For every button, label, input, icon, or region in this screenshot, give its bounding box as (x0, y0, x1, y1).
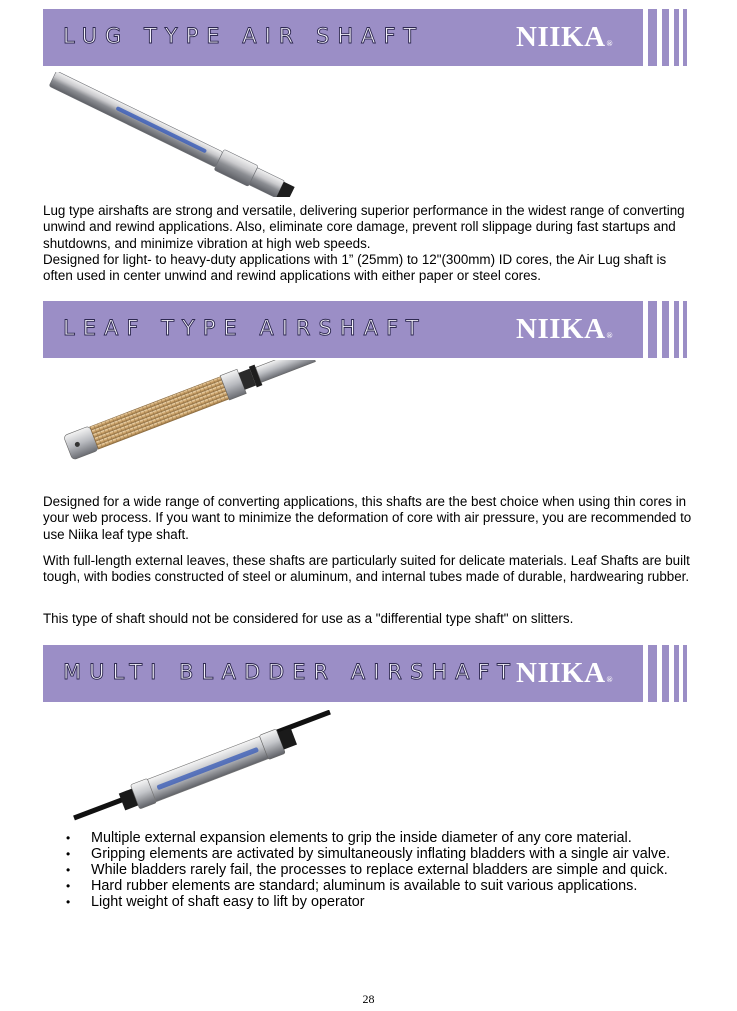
decorative-stripes (631, 301, 687, 358)
multi-bladder-air-shaft-image (72, 710, 334, 822)
decorative-stripes (631, 645, 687, 702)
feature-list (64, 830, 694, 910)
list-item: • Multiple external expansion elements to grip the inside diameter of any core material. (66, 830, 632, 846)
niika-logo: NIIKA® (516, 21, 613, 53)
niika-logo: NIIKA® (516, 657, 613, 689)
list-item: • Gripping elements are activated by simultaneously inflating bladders with a single air valve. (66, 846, 671, 862)
decorative-stripes (631, 9, 687, 66)
niika-logo: NIIKA® (516, 313, 613, 345)
list-item: • Hard rubber elements are standard; aluminum is available to suit various applications. (66, 878, 638, 894)
section-banner-multi-bladder (43, 645, 687, 702)
section-title: LUG TYPE AIR SHAFT (63, 24, 425, 48)
list-item: • While bladders rarely fail, the processes to replace external bladders are simple and quick. (66, 862, 668, 878)
lug-paragraph-1: Lug type airshafts are strong and versatile, delivering superior performance in the widest range of converting unwind and rewind applications. Also, eliminate core damage, prevent roll slippage during fast startups and shutdowns, and minimize vibration at high web speeds. (43, 203, 685, 251)
leaf-paragraph-3: This type of shaft should not be considered for use as a "differential type shaft" on slitters. (43, 611, 574, 626)
leaf-paragraph-2: With full-length external leaves, these shafts are particularly suited for delicate materials. Leaf Shafts are built tough, with bodies constructed of steel or aluminum, and internal tubes made of durable, hardwearing rubber. (43, 553, 690, 585)
lug-paragraph-2: Designed for light- to heavy-duty applications with 1” (25mm) to 12"(300mm) ID cores, the Air Lug shaft is often used in center unwind and rewind applications with either paper or steel cores. (43, 252, 667, 284)
section-banner-lug (43, 9, 687, 66)
lug-air-shaft-image (45, 72, 315, 197)
leaf-paragraph-1: Designed for a wide range of converting applications, this shafts are the best choice when using thin cores in your web process. If you want to minimize the deformation of core with air pressure, you are recommended to use Niika leaf type shaft. (43, 494, 692, 542)
section-title: MULTI BLADDER AIRSHAFT (63, 660, 518, 684)
section-title: LEAF TYPE AIRSHAFT (63, 316, 427, 340)
section-banner-leaf (43, 301, 687, 358)
list-item: • Light weight of shaft easy to lift by operator (66, 894, 365, 910)
page-number: 28 (362, 992, 375, 1006)
leaf-air-shaft-image (58, 360, 343, 478)
